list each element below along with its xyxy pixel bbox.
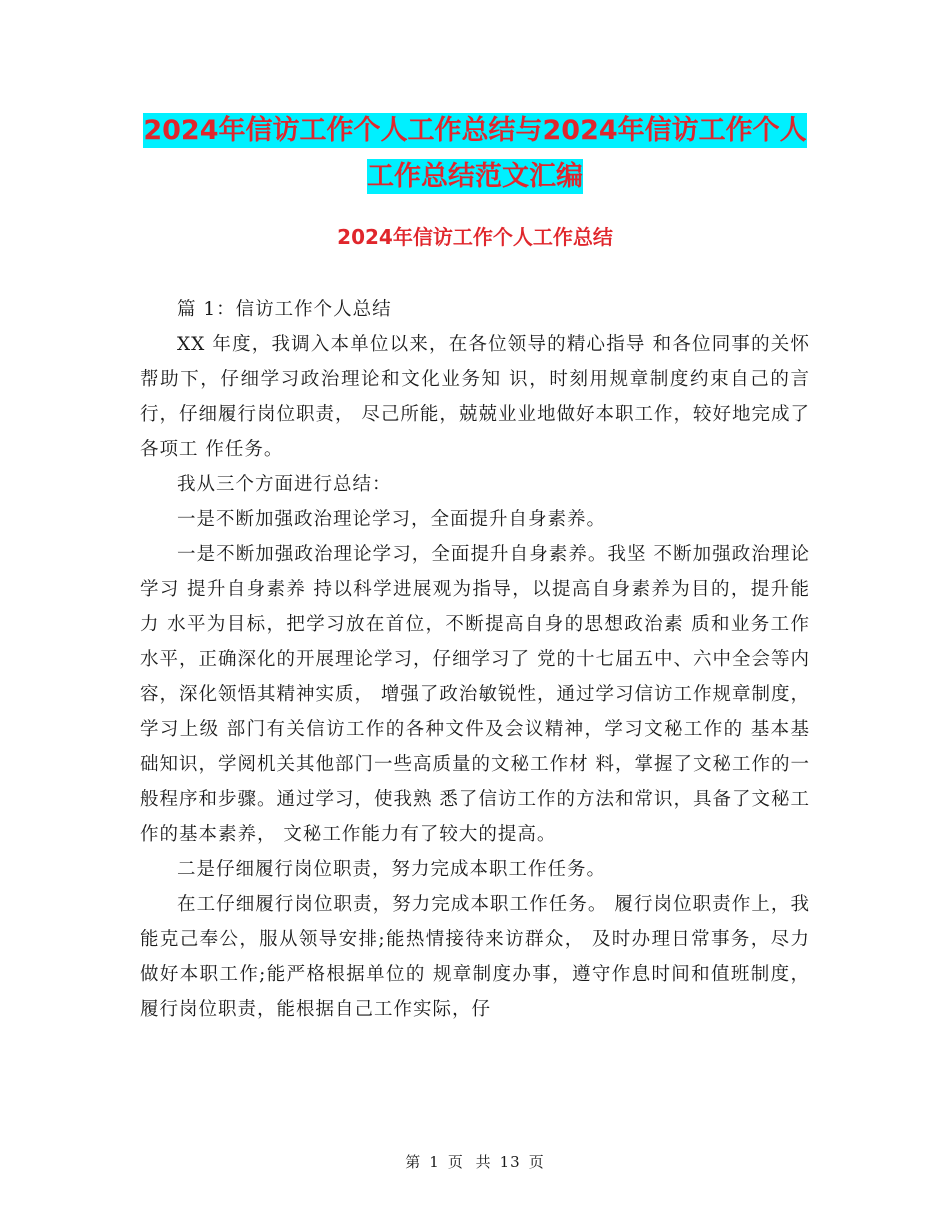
footer-page-number: 1: [429, 1153, 440, 1171]
footer-prefix: 第: [405, 1153, 422, 1171]
paragraph-summary-lead: 我从三个方面进行总结：: [177, 474, 392, 495]
paragraph-point-one-heading: 一是不断加强政治理论学习，全面提升自身素养。: [177, 509, 607, 530]
page-footer: [0, 1152, 950, 1172]
footer-suffix: 页: [528, 1153, 545, 1171]
document-title-line1: 2024年信访工作个人工作总结与2024年信访工作个人: [143, 115, 807, 146]
paragraph-chapter-heading: 篇 1：信访工作个人总结: [177, 299, 392, 320]
paragraph-intro: XX 年度，我调入本单位以来，在各位领导的精心指导 和各位同事的关怀帮助下，仔细学习政治理论和文化业务知 识，时刻用规章制度约束自己的言行，仔细履行岗位职责， 尽己所能，兢兢业业地做好本职工作，较好地完成了各项工 作任务。: [140, 334, 810, 460]
document-body: [140, 292, 810, 1027]
paragraph-point-two-heading: 二是仔细履行岗位职责，努力完成本职工作任务。: [177, 859, 607, 880]
document-title-line2: 工作总结范文汇编: [367, 161, 583, 192]
footer-mid: 页 共: [447, 1153, 492, 1171]
section-title: 2024年信访工作个人工作总结: [337, 225, 613, 249]
paragraph-point-two-body: 在工仔细履行岗位职责，努力完成本职工作任务。 履行岗位职责作上，我能克己奉公，服从领导安排;能热情接待来访群众， 及时办理日常事务，尽力做好本职工作;能严格根据单位的 规章制度办事，遵守作息时间和值班制度，履行岗位职责，能根据自己工作实际，仔: [140, 894, 810, 1020]
footer-total-pages: 13: [499, 1153, 521, 1171]
document-title: [140, 108, 810, 200]
paragraph-point-one-body: 一是不断加强政治理论学习，全面提升自身素养。我坚 不断加强政治理论学习 提升自身素养 持以科学进展观为指导，以提高自身素养为目的，提升能力 水平为目标，把学习放在首位，不断提高自身的思想政治素 质和业务工作水平，正确深化的开展理论学习，仔细学习了 党的十七届五中、六中全会等内容，深化领悟其精神实质， 增强了政治敏锐性，通过学习信访工作规章制度，学习上级 部门有关信访工作的各种文件及会议精神，学习文秘工作的 基本基础知识，学阅机关其他部门一些高质量的文秘工作材 料，掌握了文秘工作的一般程序和步骤。通过学习，使我熟 悉了信访工作的方法和常识，具备了文秘工作的基本素养， 文秘工作能力有了较大的提高。: [140, 544, 810, 845]
